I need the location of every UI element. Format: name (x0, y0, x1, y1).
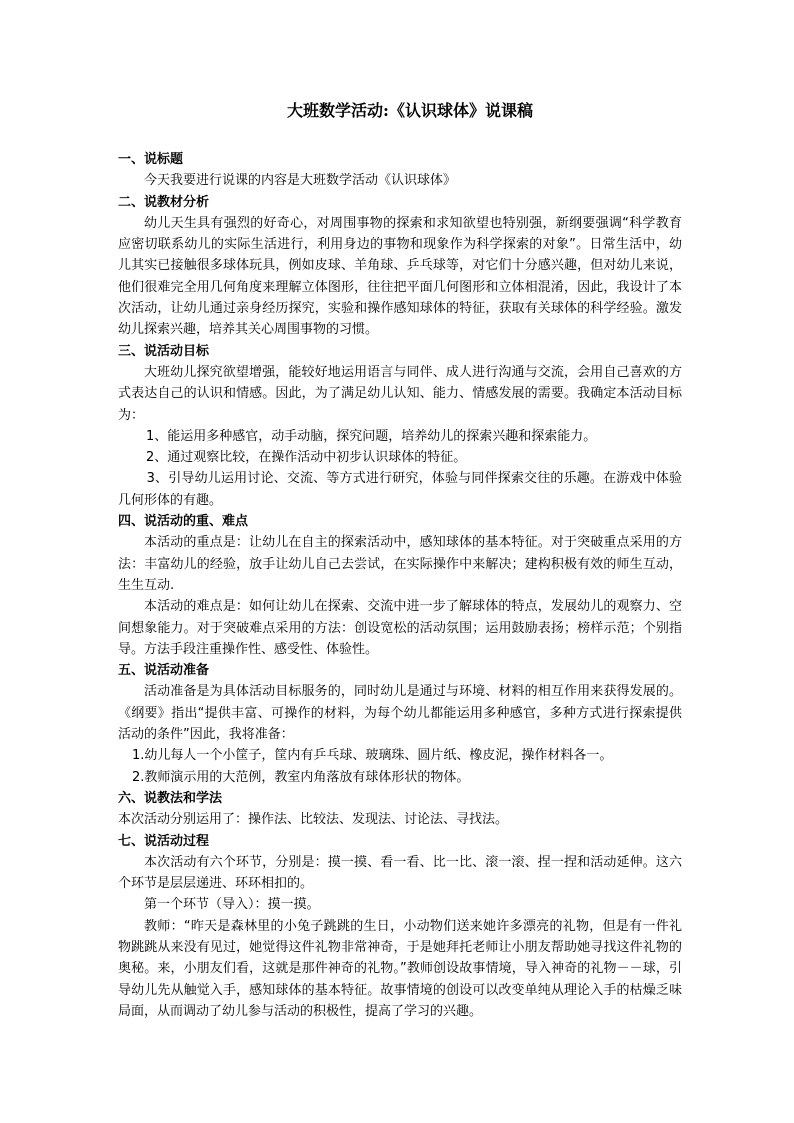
section-heading: 二、说教材分析 (118, 194, 210, 210)
section-heading: 四、说活动的重、难点 (118, 514, 249, 530)
document-page (118, 100, 682, 1022)
paragraph: 本活动的难点是：如何让幼儿在探索、交流中进一步了解球体的特点，发展幼儿的观察力、空间想象能力。对于突破难点采用的方法：创设宽松的活动氛围；运用鼓励表扬；榜样示范；个别指导。方法手段注重操作性、感受性、体验性。 (118, 599, 682, 657)
section-heading: 三、说活动目标 (118, 343, 210, 359)
paragraph: 第一个环节（导入）：摸一摸。 (144, 897, 320, 913)
document-title: 大班数学活动:《认识球体》说课稿 (287, 101, 533, 120)
paragraph: 教师：“昨天是森林里的小兔子跳跳的生日，小动物们送来她许多漂亮的礼物，但是有一件礼物跳跳从来没有见过，她觉得这件礼物非常神奇，于是她拜托老师让小朋友帮助她寻找这件礼物的奥秘。来，小朋友们看，这就是那件神奇的礼物。”教师创设故事情境，导入神奇的礼物－－球，引导幼儿先从触觉入手，感知球体的基本特征。故事情境的创设可以改变单纯从理论入手的枯燥乏味局面，从而调动了幼儿参与活动的积极性，提高了学习的兴趣。 (118, 918, 682, 1019)
list-item: 3、引导幼儿运用讨论、交流、等方式进行研究，体验与同伴探索交往的乐趣。在游戏中体验几何形体的有趣。 (118, 471, 682, 508)
section-heading: 七、说活动过程 (118, 833, 210, 849)
list-item: 2.教师演示用的大范例，教室内角落放有球体形状的物体。 (132, 769, 470, 785)
paragraph: 大班幼儿探究欲望增强，能较好地运用语言与同伴、成人进行沟通与交流，会用自己喜欢的方式表达自己的认识和情感。因此，为了满足幼儿认知、能力、情感发展的需要。我确定本活动目标为： (118, 364, 682, 423)
list-item: 1.幼儿每人一个小筐子，筐内有乒乓球、玻璃珠、圆片纸、橡皮泥，操作材料各一。 (132, 748, 613, 764)
paragraph: 本活动的重点是：让幼儿在自主的探索活动中，感知球体的基本特征。对于突破重点采用的方法：丰富幼儿的经验，放手让幼儿自己去尝试，在实际操作中来解决；建构积极有效的师生互动，生生互动. (118, 535, 682, 593)
paragraph: 今天我要进行说课的内容是大班数学活动《认识球体》 (144, 173, 457, 189)
paragraph: 本次活动分别运用了：操作法、比较法、发现法、讨论法、寻找法。 (118, 812, 509, 828)
section-heading: 六、说教法和学法 (118, 790, 223, 806)
paragraph: 活动准备是为具体活动目标服务的，同时幼儿是通过与环境、材料的相互作用来获得发展的。《纲要》指出“提供丰富、可操作的材料，为每个幼儿都能运用多种感官，多种方式进行探索提供活动的条件”因此，我将准备： (118, 684, 682, 743)
section-heading: 五、说活动准备 (118, 663, 210, 679)
section-heading: 一、说标题 (118, 152, 184, 167)
list-item: 1、能运用多种感官，动手动脑，探究问题，培养幼儿的探索兴趣和探索能力。 (146, 428, 597, 444)
paragraph: 幼儿天生具有强烈的好奇心，对周围事物的探索和求知欲望也特别强，新纲要强调“科学教育应密切联系幼儿的实际生活进行，利用身边的事物和现象作为科学探索的对象”。日常生活中，幼儿其实已接触很多球体玩具，例如皮球、羊角球、乒乓球等，对它们十分感兴趣，但对幼儿来说，他们很难完全用几何角度来理解立体图形，往往把平面几何图形和立体相混淆，因此，我设计了本次活动，让幼儿通过亲身经历探究，实验和操作感知球体的特征，获取有关球体的科学经验。激发幼儿探索兴趣，培养其关心周围事物的习惯。 (118, 215, 682, 338)
paragraph: 本次活动有六个环节，分别是：摸一摸、看一看、比一比、滚一滚、捏一捏和活动延伸。这六个环节是层层递进、环环相扣的。 (118, 854, 682, 892)
list-item: 2、通过观察比较，在操作活动中初步认识球体的特征。 (146, 450, 467, 466)
